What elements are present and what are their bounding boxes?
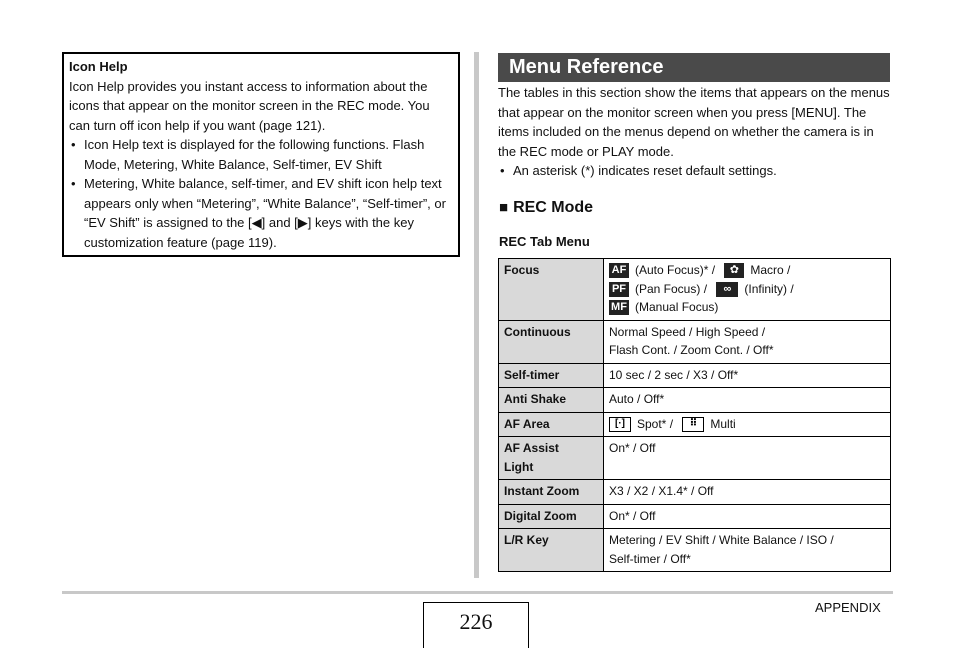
row-label-af-area: AF Area	[499, 412, 604, 437]
macro-icon: ✿	[724, 263, 744, 278]
footer-rule	[62, 591, 893, 594]
row-value-focus: AF (Auto Focus)* / ✿ Macro / PF (Pan Focus) / ∞ (Infinity) / MF (Manual Focus)	[604, 259, 891, 321]
row-value-digital-zoom: On* / Off	[604, 504, 891, 529]
pan-focus-icon: PF	[609, 282, 629, 297]
table-row	[499, 529, 891, 572]
row-label-anti-shake: Anti Shake	[499, 388, 604, 413]
row-label-digital-zoom: Digital Zoom	[499, 504, 604, 529]
intro-text	[498, 83, 893, 181]
row-value-lr-key: Metering / EV Shift / White Balance / ISO / Self-timer / Off*	[604, 529, 891, 572]
list-item: • Icon Help text is displayed for the following functions. Flash Mode, Metering, White Balance, Self-timer, EV Shift	[71, 137, 425, 172]
auto-focus-icon: AF	[609, 263, 629, 278]
row-value-af-area: [·] Spot* / ⠿ Multi	[604, 412, 891, 437]
row-label-instant-zoom: Instant Zoom	[499, 480, 604, 505]
section-label: APPENDIX	[815, 600, 881, 615]
row-value-af-assist-light: On* / Off	[604, 437, 891, 480]
row-value-anti-shake: Auto / Off*	[604, 388, 891, 413]
square-bullet-icon: ■	[499, 199, 509, 216]
table-row	[499, 480, 891, 505]
row-label-af-assist-light: AF Assist Light	[499, 437, 604, 480]
icon-help-bullets	[69, 135, 454, 252]
multi-area-icon: ⠿	[682, 417, 704, 432]
intro-bullet: • An asterisk (*) indicates reset default settings.	[500, 163, 777, 179]
table-row	[499, 504, 891, 529]
row-label-focus: Focus	[499, 259, 604, 321]
row-value-instant-zoom: X3 / X2 / X1.4* / Off	[604, 480, 891, 505]
table-row	[499, 412, 891, 437]
table-row	[499, 363, 891, 388]
row-value-continuous: Normal Speed / High Speed / Flash Cont. / Zoom Cont. / Off*	[604, 320, 891, 363]
spot-area-icon: [·]	[609, 417, 631, 432]
rec-tab-menu-title: REC Tab Menu	[499, 234, 590, 249]
rec-mode-heading: ■ REC Mode	[499, 199, 594, 216]
table-row	[499, 320, 891, 363]
infinity-icon: ∞	[716, 282, 738, 297]
rec-tab-menu-table	[498, 258, 891, 572]
intro-paragraph: The tables in this section show the items that appears on the menus that appear on the monitor screen when you press [MENU]. The items included on the menus depend on whether the camera is in the REC mode or PLAY mode.	[498, 85, 890, 159]
table-row	[499, 437, 891, 480]
column-divider	[474, 52, 479, 578]
row-label-continuous: Continuous	[499, 320, 604, 363]
manual-focus-icon: MF	[609, 300, 629, 315]
list-item: • Metering, White balance, self-timer, and EV shift icon help text appears only when “Metering”, “White Balance”, “Self-timer”, or “EV Shift” is assigned to the [◀] and [▶] keys with the key customization feature (page 119).	[71, 176, 446, 250]
icon-help-paragraph: Icon Help provides you instant access to information about the icons that appear on the monitor screen in the REC mode. You can turn off icon help if you want (page 121).	[69, 78, 430, 133]
section-title: Menu Reference	[498, 53, 890, 82]
row-label-self-timer: Self-timer	[499, 363, 604, 388]
icon-help-title: Icon Help	[69, 59, 128, 74]
table-row	[499, 259, 891, 321]
row-label-lr-key: L/R Key	[499, 529, 604, 572]
page-number: 226	[423, 602, 529, 648]
icon-help-box	[62, 52, 460, 257]
table-row	[499, 388, 891, 413]
row-value-self-timer: 10 sec / 2 sec / X3 / Off*	[604, 363, 891, 388]
